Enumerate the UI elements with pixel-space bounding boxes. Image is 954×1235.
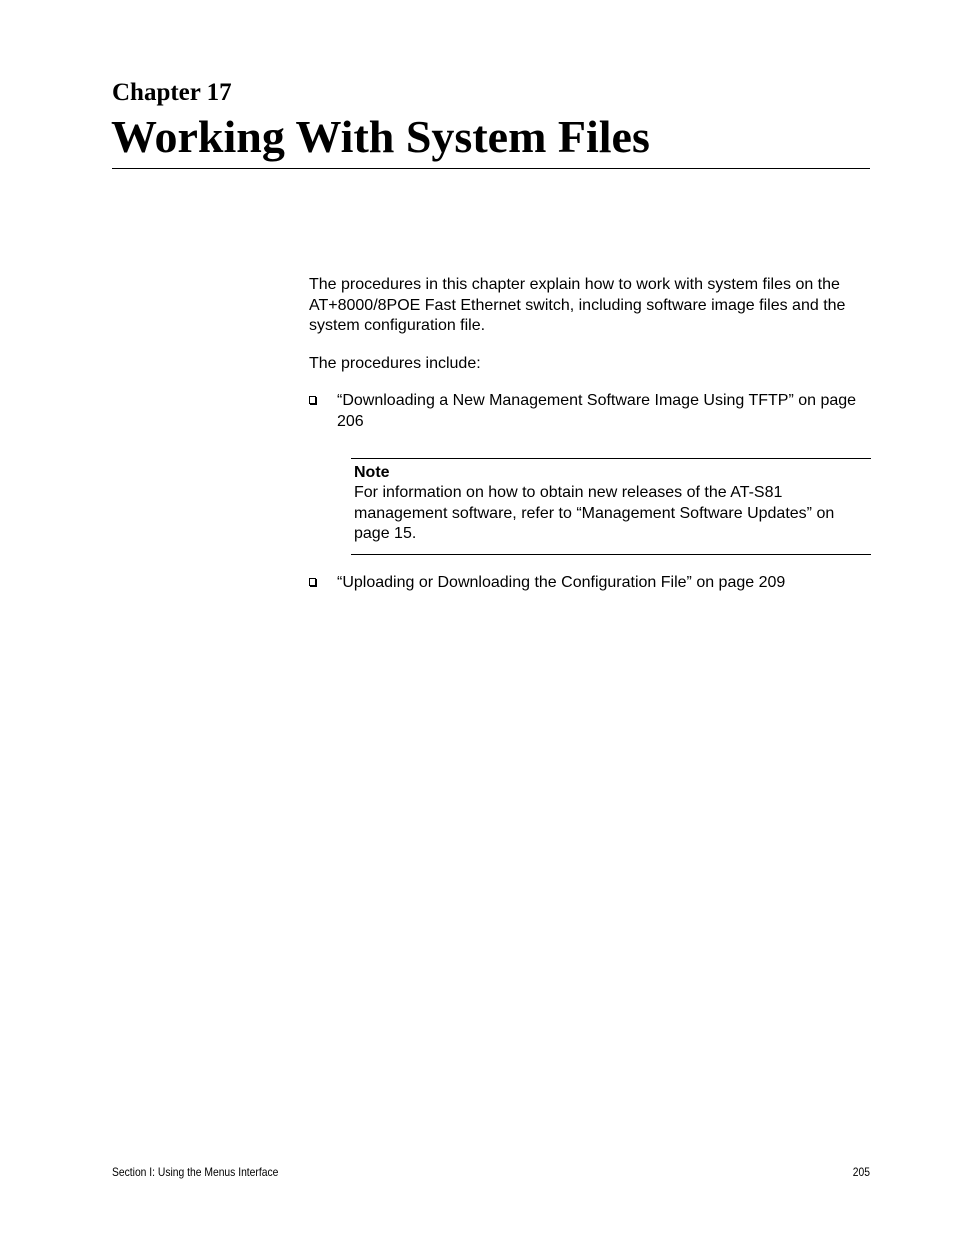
chapter-content xyxy=(309,275,871,593)
list-item-link[interactable]: “Uploading or Downloading the Configuration File” on page 209 xyxy=(337,573,786,591)
list-item[interactable] xyxy=(309,573,871,594)
checkbox-bullet-icon xyxy=(309,396,316,404)
list-item[interactable] xyxy=(309,391,871,432)
procedures-lead-in: The procedures include: xyxy=(309,354,481,372)
note-box xyxy=(351,458,871,555)
note-heading: Note xyxy=(354,464,390,481)
footer-page-number: 205 xyxy=(852,1165,870,1179)
bullet-list xyxy=(309,391,871,593)
list-item-link[interactable]: “Downloading a New Management Software Image Using TFTP” on page 206 xyxy=(337,392,857,430)
title-divider xyxy=(112,168,870,169)
chapter-title: Working With System Files xyxy=(111,111,650,162)
chapter-label: Chapter 17 xyxy=(112,79,232,106)
note-text: For information on how to obtain new releases of the AT-S81 management software, refer to “Management Software Updates” on page 15. xyxy=(354,484,835,542)
checkbox-bullet-icon xyxy=(309,578,316,586)
intro-paragraph: The procedures in this chapter explain how to work with system files on the AT+8000/8POE Fast Ethernet switch, including software image files and the system configuration file. xyxy=(309,276,846,334)
footer-section-title: Section I: Using the Menus Interface xyxy=(112,1165,279,1179)
